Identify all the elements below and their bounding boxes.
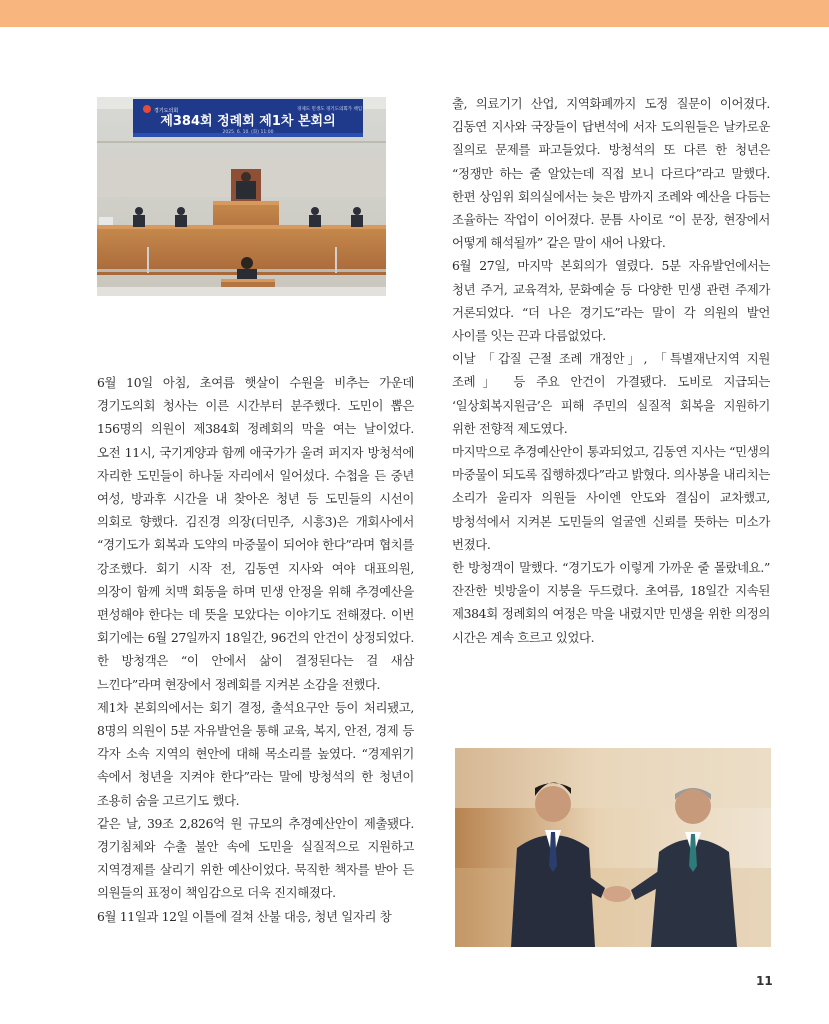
banner-date: 2025. 6. 10. (화) 11:00: [222, 130, 274, 135]
handshake-illustration: [455, 748, 771, 947]
plenary-session-illustration: [97, 97, 386, 296]
paragraph: 마지막으로 추경예산안이 통과되었고, 김동연 지사는 “민생의 마중물이 되도록 집행하겠다”라고 밝혔다. 의사봉을 내리치는 소리가 울리자 의원들 사이엔 안도와 결심이 교차했고, 방청석에서 지켜본 도민들의 얼굴엔 신뢰를 뜻하는 미소가 번졌다.: [452, 444, 770, 552]
paragraph: 출, 의료기기 산업, 지역화폐까지 도정 질문이 이어졌다. 김동연 지사와 국장들이 답변석에 서자 도의원들은 날카로운 질의로 문제를 파고들었다. 방청석의 또 다른 한 청년은 “정쟁만 하는 줄 알았는데 직접 보니 다르다”라고 말했다. 한편 상임위 회의실에서는 늦은 밤까지 조례와 예산을 다듬는 조율하는 작업이 이어졌다. 문틈 사이로 “이 문장, 현장에서 어떻게 해석될까” 같은 말이 새어 나왔다.: [452, 96, 770, 251]
paragraph: 이날 「갑질 근절 조례 개정안」, 「특별재난지역 지원 조례」 등 주요 안건이 가결됐다. 도비로 지급되는 ‘일상회복지원금’은 피해 주민의 실질적 회복을 지원하기 위한 전향적 제도였다.: [452, 351, 770, 436]
paragraph: 6월 11일과 12일 이틀에 걸쳐 산불 대응, 청년 일자리 창: [97, 908, 392, 924]
paragraph: 6월 10일 아침, 초여름 햇살이 수원을 비추는 가운데 경기도의회 청사는 이른 시간부터 분주했다. 도민이 뽑은 156명의 의원이 제384회 정례회의 막을 여는 날이었다. 오전 11시, 국기게양과 함께 애국가가 울려 퍼지자 방청석에 자리한 도민들이 하나둘 자리에서 일어섰다. 수첩을 든 중년 여성, 방과후 시간을 내 찾아온 청년 등 도민들의 시선이 의회로 향했다. 김진경 의장(더민주, 시흥3)은 개회사에서 “경기도가 회복과 도약의 마중물이 되어야 한다”라며 협치를 강조했다. 회기 시작 전, 김동연 지사와 여야 대표의원, 의장이 함께 치맥 회동을 하며 민생 안정을 위해 추경예산을 편성해야 한다는 데 뜻을 모았다는 이야기도 전해졌다. 이번 회기에는 6월 27일까지 18일간, 96건의 안건이 상정되었다. 한 방청객은 “이 안에서 삶이 결정된다는 걸 새삼 느낀다”라며 현장에서 정례회를 지켜본 소감을 전했다.: [97, 375, 414, 692]
left-text-column: [97, 371, 414, 928]
banner-logo-text: 경기도의회: [154, 108, 179, 114]
header-color-band: [0, 0, 829, 27]
banner-slogan: 경제도 민생도 경기도의회가 책임: [297, 107, 363, 112]
banner-title: 제384회 정례회 제1차 본회의: [160, 114, 336, 129]
paragraph: 제1차 본회의에서는 회기 결정, 출석요구안 등이 처리됐고, 8명의 의원이 5분 자유발언을 통해 교육, 복지, 안전, 경제 등 각자 소속 지역의 현안에 대해 목소리를 높였다. “경제위기 속에서 청년을 지켜야 한다”라는 말에 방청석의 한 청년이 조용히 숨을 고르기도 했다.: [97, 699, 414, 808]
handshake-photo: [455, 748, 771, 947]
paragraph: 같은 날, 39조 2,826억 원 규모의 추경예산안이 제출됐다. 경기침체와 수출 불안 속에 도민을 실질적으로 지원하고 지역경제를 살리기 위한 예산이었다. 묵직한 책자를 받아 든 의원들의 표정이 책임감으로 더욱 진지해졌다.: [97, 815, 414, 901]
paragraph: 한 방청객이 말했다. “경기도가 이렇게 가까운 줄 몰랐네요.” 잔잔한 빗방울이 지붕을 두드렸다. 초여름, 18일간 지속된 제384회 정례회의 여정은 막을 내렸지만 민생을 위한 의정의 시간은 계속 흐르고 있었다.: [452, 560, 770, 645]
right-text-column: [452, 92, 770, 649]
plenary-session-photo: [97, 97, 386, 296]
paragraph: 6월 27일, 마지막 본회의가 열렸다. 5분 자유발언에서는 청년 주거, 교육격차, 문화예술 등 다양한 민생 관련 주제가 거론되었다. “더 나은 경기도”라는 말이 각 의원의 발언 사이를 잇는 끈과 다름없었다.: [452, 258, 770, 344]
page-number: 11: [756, 974, 773, 988]
